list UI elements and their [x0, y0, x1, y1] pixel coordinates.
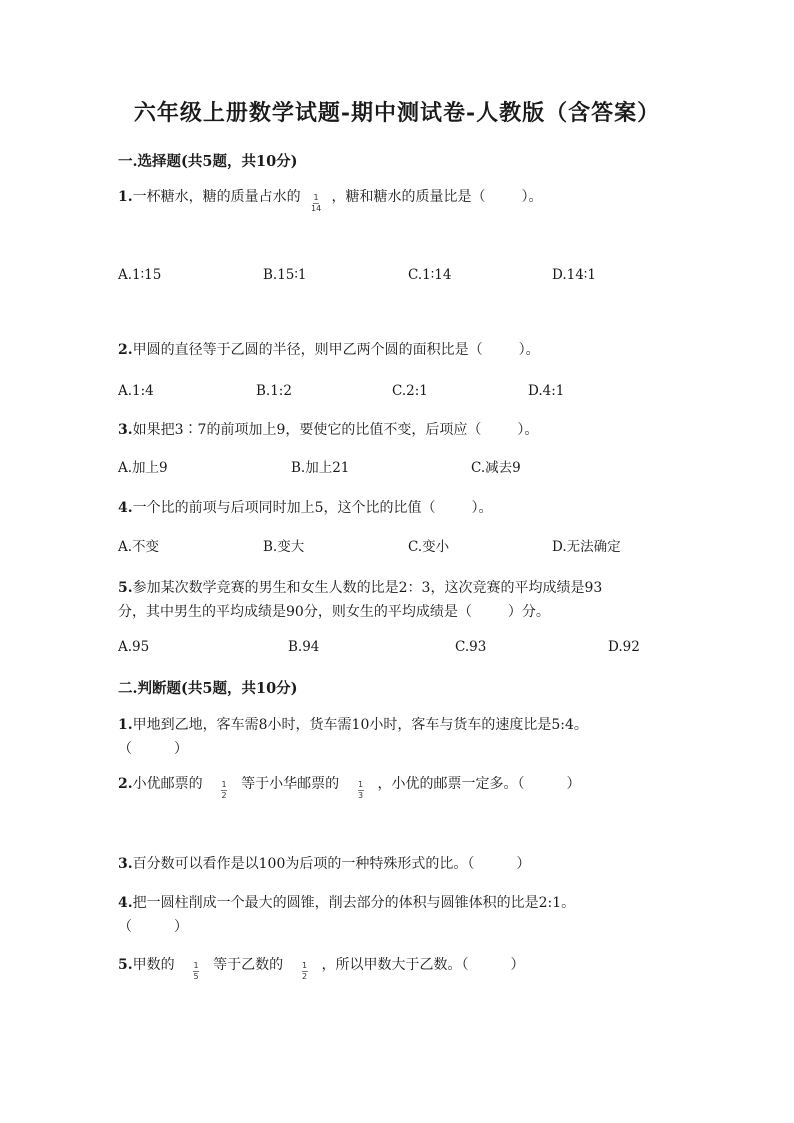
question-text: ）。 [521, 189, 543, 205]
option-d[interactable]: D.4:1 [528, 383, 565, 399]
question-2 [118, 338, 688, 362]
option-d[interactable]: D.无法确定 [552, 539, 621, 555]
fraction-denominator: 2 [221, 791, 227, 800]
question-number: 5. [118, 580, 133, 596]
fraction-numerator: 1 [221, 780, 227, 789]
judge-question-3 [118, 852, 688, 876]
section-heading-choice: 一.选择题(共5题，共10分) [118, 153, 298, 170]
question-number: 4. [118, 500, 133, 516]
option-c[interactable]: C.2:1 [392, 383, 428, 399]
question-number: 2. [118, 342, 133, 358]
question-text: 甲数的 [132, 957, 175, 973]
option-c[interactable]: C.减去9 [471, 460, 521, 476]
option-b[interactable]: B.加上21 [291, 460, 350, 476]
fraction [350, 772, 372, 800]
option-c[interactable]: C.93 [455, 639, 487, 655]
question-text: 把一圆柱削成一个最大的圆锥，削去部分的体积与圆锥体积的比是2:1。 [132, 895, 576, 911]
fraction [185, 953, 207, 981]
question-text: 甲地到乙地，客车需8小时，货车需10小时，客车与货车的速度比是5:4。 [132, 717, 588, 733]
question-text: 参加某次数学竞赛的男生和女生人数的比是2：3，这次竞赛的平均成绩是93 [132, 580, 603, 596]
question-text: 百分数可以看作是以100为后项的一种特殊形式的比。（ ） [132, 856, 531, 872]
option-b[interactable]: B.94 [288, 639, 320, 655]
question-4 [118, 496, 688, 520]
option-d[interactable]: D.14∶1 [552, 267, 596, 283]
question-text: 等于小华邮票的 [241, 776, 340, 792]
question-text: ，糖和糖水的质量比是（ [331, 189, 486, 205]
question-text: 甲圆的直径等于乙圆的半径，则甲乙两个圆的面积比是（ [132, 342, 483, 358]
fraction [305, 185, 327, 213]
question-text: ）分。 [507, 604, 550, 620]
option-a[interactable]: A.加上9 [118, 460, 168, 476]
fraction-numerator: 1 [357, 780, 364, 789]
option-b[interactable]: B.15∶1 [263, 267, 307, 283]
question-number: 1. [118, 189, 133, 205]
fraction-denominator: 2 [301, 972, 308, 981]
question-number: 3. [118, 856, 133, 872]
question-number: 2. [118, 776, 133, 792]
question-text: ，所以甲数大于乙数。（ ） [321, 957, 525, 973]
option-c[interactable]: C.1∶14 [408, 267, 452, 283]
question-number: 1. [118, 717, 133, 733]
question-text: ）。 [517, 422, 539, 438]
question-text: ，小优的邮票一定多。（ ） [377, 776, 581, 792]
fraction-denominator: 14 [310, 204, 322, 213]
question-1 [118, 185, 688, 213]
judge-question-4 [118, 891, 688, 939]
answer-blank[interactable]: （ ） [118, 919, 188, 935]
question-text: 如果把3∶7的前项加上9，要使它的比值不变，后项应（ [132, 422, 482, 438]
page-title: 六年级上册数学试题-期中测试卷-人教版（含答案） [133, 100, 661, 126]
judge-question-2 [118, 772, 688, 800]
fraction-numerator: 1 [301, 961, 308, 970]
option-c[interactable]: C.变小 [408, 539, 450, 555]
question-text: 等于乙数的 [213, 957, 284, 973]
option-b[interactable]: B.1:2 [256, 383, 292, 399]
fraction-denominator: 3 [357, 791, 364, 800]
question-text: 分，其中男生的平均成绩是90分，则女生的平均成绩是（ [118, 604, 472, 620]
question-number: 3. [118, 422, 133, 438]
option-a[interactable]: A.不变 [118, 539, 160, 555]
question-text: 一杯糖水，糖的质量占水的 [132, 189, 301, 205]
option-a[interactable]: A.1:4 [118, 383, 154, 399]
question-number: 5. [118, 957, 133, 973]
question-text: 小优邮票的 [132, 776, 203, 792]
option-a[interactable]: A.1∶15 [118, 267, 162, 283]
fraction [294, 953, 316, 981]
question-5 [118, 576, 688, 624]
question-3 [118, 418, 688, 442]
question-text: ）。 [518, 342, 540, 358]
fraction [213, 772, 235, 800]
option-a[interactable]: A.95 [118, 639, 150, 655]
question-text: 一个比的前项与后项同时加上5，这个比的比值（ [132, 500, 436, 516]
question-text: ）。 [471, 500, 493, 516]
fraction-numerator: 1 [193, 961, 199, 970]
question-number: 4. [118, 895, 133, 911]
judge-question-5 [118, 953, 688, 981]
fraction-numerator: 1 [313, 193, 319, 202]
option-b[interactable]: B.变大 [263, 539, 305, 555]
answer-blank[interactable]: （ ） [118, 741, 188, 757]
section-heading-judge: 二.判断题(共5题，共10分) [118, 680, 298, 697]
fraction-denominator: 5 [193, 972, 199, 981]
judge-question-1 [118, 713, 688, 761]
option-d[interactable]: D.92 [608, 639, 640, 655]
